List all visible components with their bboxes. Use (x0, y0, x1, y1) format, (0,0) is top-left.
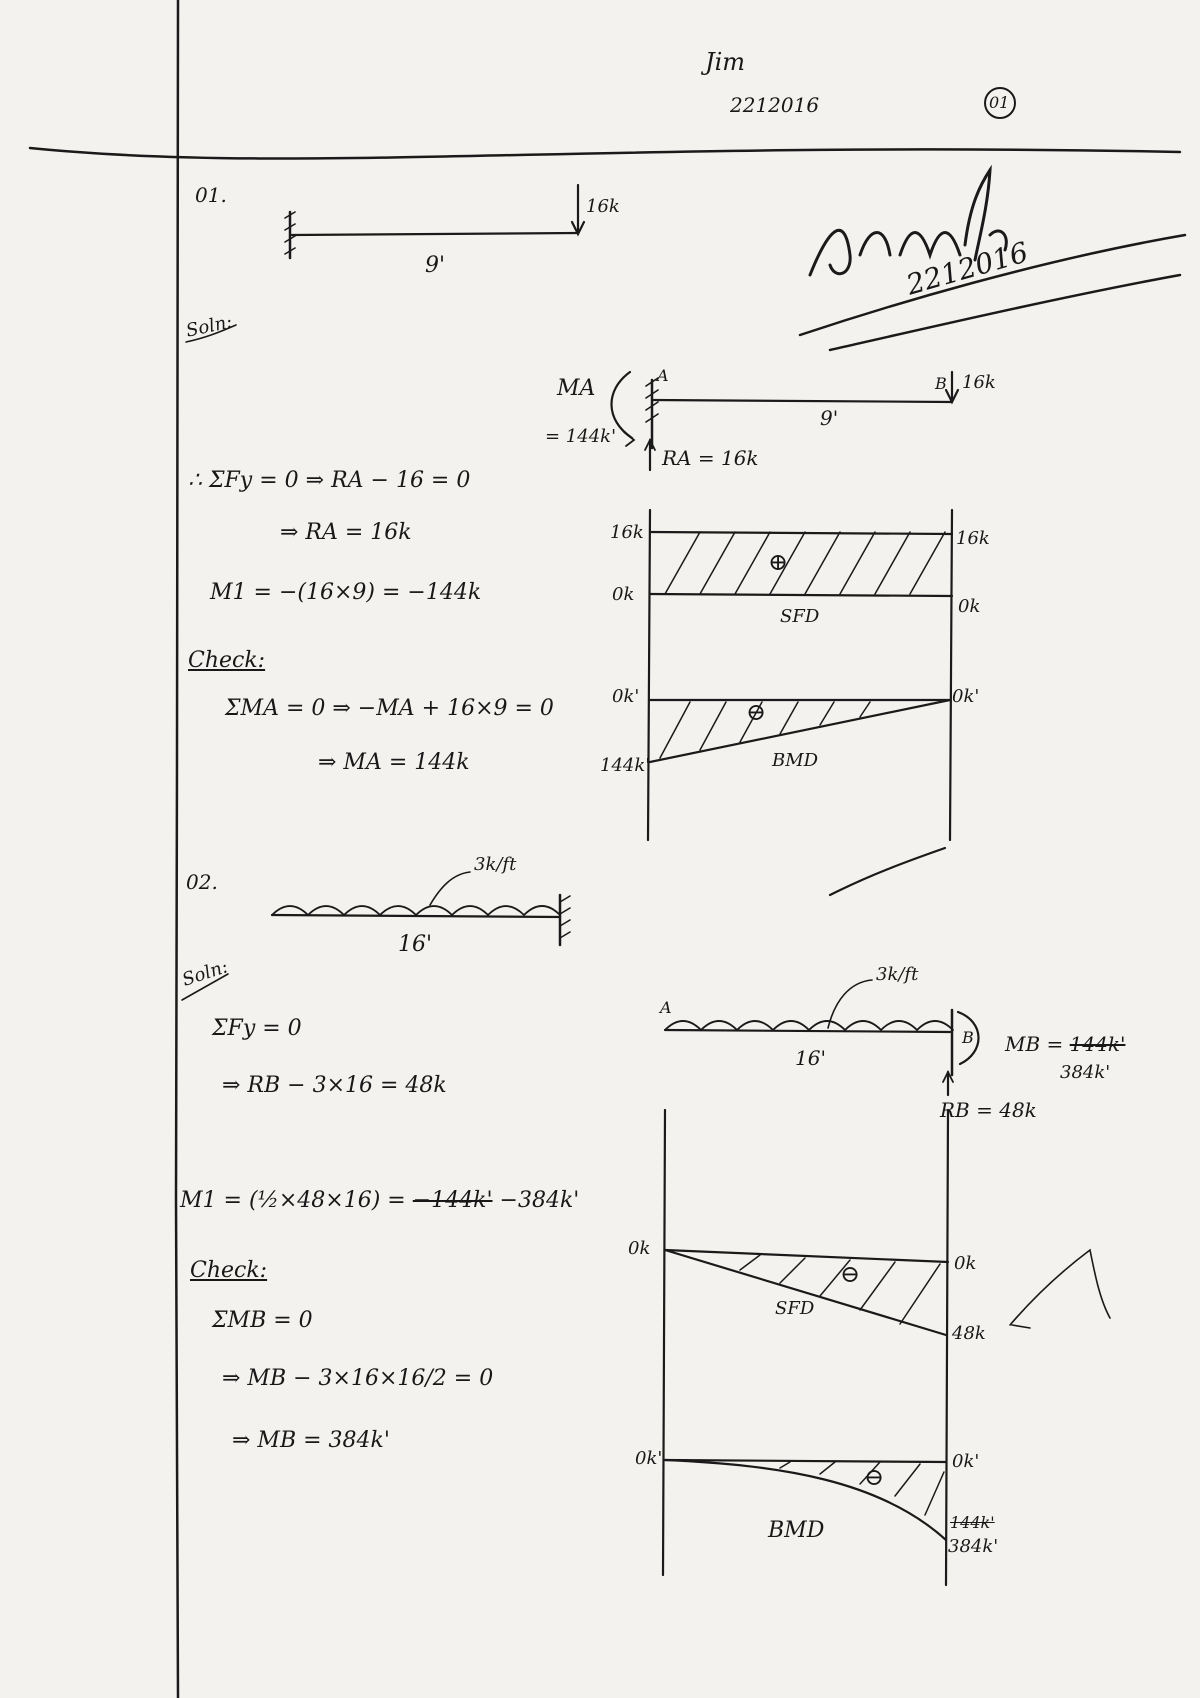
p2-fbd-support-b: B (962, 1028, 974, 1047)
p1-equation-3: M1 = −(16×9) = −144k (210, 580, 482, 605)
p1-equation-4: ΣMA = 0 ⇒ −MA + 16×9 = 0 (225, 696, 554, 721)
p2-sfd-base (665, 1250, 948, 1262)
p2-bmd-right-struck: 144k' (950, 1513, 995, 1532)
p1-fbd-span: 9' (820, 406, 839, 430)
p2-fbd-span: 16' (795, 1046, 826, 1070)
p1-right-vertical (950, 510, 952, 840)
problem1-load: 16k (586, 196, 620, 217)
page-number: 01 (989, 93, 1010, 112)
p2-equation-5: ⇒ MB − 3×16×16/2 = 0 (222, 1366, 494, 1391)
p1-bmd-label: BMD (772, 750, 819, 771)
p1-end-stroke (830, 848, 945, 895)
p1-equation-1: ∴ ΣFy = 0 ⇒ RA − 16 = 0 (188, 468, 471, 493)
p2-fbd-moment (1005, 1034, 1125, 1054)
p2-equation-3-main: M1 = (½×48×16) = (180, 1188, 406, 1213)
problem1-span: 9' (425, 253, 446, 278)
p1-fbd-beam (652, 400, 952, 402)
p1-bmd-sign: ⊖ (746, 698, 767, 726)
problem1-solution-label: Soln: (184, 311, 235, 342)
p1-check-label: Check: (188, 648, 266, 673)
p1-sfd-right-base: 0k (958, 596, 981, 617)
p2-sfd-left-base: 0k (628, 1238, 651, 1259)
p1-sfd-base (650, 594, 952, 596)
p1-fbd-moment-head (624, 432, 634, 446)
p2-check-label: Check: (190, 1258, 268, 1283)
problem2-solution-label: Soln: (179, 956, 231, 991)
author-name: Jim (705, 48, 746, 76)
p2-fbd-reaction: RB = 48k (940, 1098, 1037, 1122)
p1-left-vertical (648, 510, 650, 840)
p2-load-leader (430, 872, 470, 905)
p2-fbd-moment-struck: 144k' (1069, 1032, 1126, 1056)
p2-fbd-beam (665, 1030, 950, 1032)
p2-bmd-right-base: 0k' (952, 1451, 980, 1472)
p2-bmd-label: BMD (768, 1518, 825, 1543)
header-rule (30, 148, 1180, 159)
p2-sfd-label: SFD (775, 1298, 815, 1319)
problem1-number: 01. (195, 183, 227, 207)
p2-bmd-sign: ⊖ (864, 1463, 885, 1491)
p2-equation-3-struck: −144k' (412, 1188, 493, 1213)
p2-bmd-right-value: 384k' (948, 1536, 999, 1557)
p2-equation-3-correct: −384k' (499, 1188, 580, 1213)
p2-fbd-moment-label: MB = (1005, 1032, 1064, 1056)
p2-equation-3 (180, 1190, 579, 1212)
p2-equation-4: ΣMB = 0 (212, 1308, 313, 1333)
p2-udl-loops (272, 906, 560, 915)
p1-sfd-right-top: 16k (956, 528, 990, 549)
p2-arrow-doodle (1010, 1250, 1110, 1328)
p1-equation-5: ⇒ MA = 144k (318, 750, 470, 775)
p1-sfd-top (650, 532, 952, 534)
p2-fbd-support-a: A (660, 998, 672, 1017)
p1-fbd-moment-label: MA (557, 376, 596, 401)
p2-equation-2: ⇒ RB − 3×16 = 48k (222, 1073, 447, 1098)
margin-line (176, 0, 178, 1698)
p1-sfd-label: SFD (780, 606, 820, 627)
problem2-load: 3k/ft (474, 854, 517, 875)
p2-equation-1: ΣFy = 0 (212, 1016, 302, 1041)
p2-sfd-sign: ⊖ (840, 1260, 861, 1288)
p1-bmd-right-base: 0k' (952, 686, 980, 707)
p1-fbd-support-a: A (657, 366, 669, 385)
p1-sfd-hatch (665, 532, 945, 594)
p1-sfd-sign: ⊕ (768, 548, 789, 576)
p2-right-vertical (946, 1110, 948, 1585)
p2-bmd-hatch (780, 1462, 944, 1515)
p2-bmd-left-base: 0k' (635, 1448, 663, 1469)
signature-date: 2212016 (902, 235, 1032, 302)
p2-wall-hatch (560, 896, 570, 938)
p2-sfd-right-base: 0k (954, 1253, 977, 1274)
p1-sfd-left-top: 16k (610, 522, 644, 543)
p1-bmd-left-value: 144k' (600, 755, 651, 776)
p2-fbd-udl (665, 1021, 953, 1030)
p2-equation-6: ⇒ MB = 384k' (232, 1428, 390, 1453)
p1-beam (292, 233, 578, 235)
p2-fbd-moment-correct: 384k' (1060, 1062, 1111, 1083)
p2-fbd-load: 3k/ft (876, 964, 919, 985)
p1-fbd-reaction: RA = 16k (662, 446, 759, 470)
p1-fbd-load: 16k (962, 372, 996, 393)
p2-left-vertical (663, 1110, 665, 1575)
p2-sfd-right-value: 48k (952, 1323, 986, 1344)
p1-sfd-left-base: 0k (612, 584, 635, 605)
p1-bmd-left-base: 0k' (612, 686, 640, 707)
problem2-span: 16' (398, 932, 433, 957)
p1-fbd-moment-value: = 144k' (545, 426, 617, 447)
p2-sfd-slope (665, 1250, 946, 1335)
header-date: 2212016 (730, 93, 820, 117)
p1-fbd-support-b: B (935, 374, 947, 393)
p1-equation-2: ⇒ RA = 16k (280, 520, 412, 545)
problem2-number: 02. (186, 870, 218, 894)
